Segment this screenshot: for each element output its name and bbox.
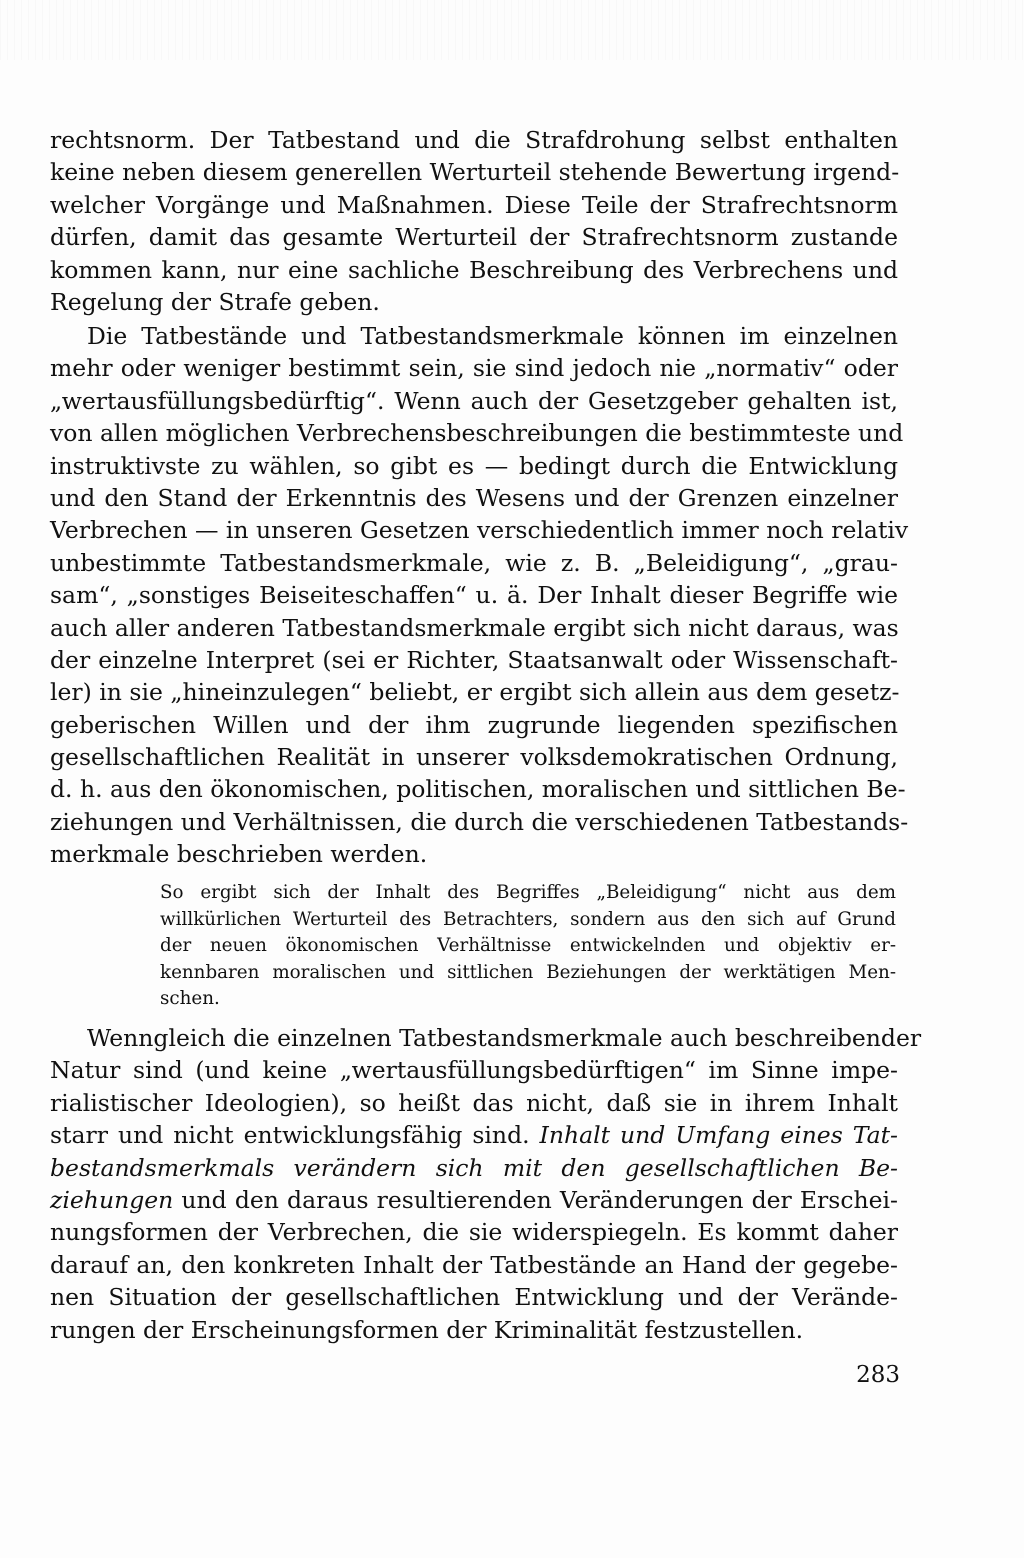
text-line: nungsformen der Verbrechen, die sie widerspiegeln. Es kommt daher xyxy=(50,1218,898,1247)
text-line: d. h. aus den ökonomischen, politischen, moralischen und sittlichen Be- xyxy=(50,775,906,804)
text-line: rialistischer Ideologien), so heißt das nicht, daß sie in ihrem Inhalt xyxy=(50,1088,898,1117)
text-line: sam“, „sonstiges Beiseiteschaffen“ u. ä. Der Inhalt dieser Begriffe wie xyxy=(50,581,898,610)
text-line: Wenngleich die einzelnen Tatbestandsmerkmale auch beschreibender xyxy=(87,1024,922,1052)
text-line: welcher Vorgänge und Maßnahmen. Diese Teile der Strafrechtsnorm xyxy=(50,190,898,219)
text-line: rechtsnorm. Der Tatbestand und die Strafdrohung selbst enthalten xyxy=(50,126,898,154)
paragraph-2 xyxy=(50,320,909,871)
text-line: unbestimmte Tatbestandsmerkmale, wie z. B. „Beleidigung“, „grau- xyxy=(50,548,898,577)
text-line: „wertausfüllungsbedürftig“. Wenn auch der Gesetzgeber gehalten ist, xyxy=(50,386,898,415)
text-line: Die Tatbestände und Tatbestandsmerkmale können im einzelnen xyxy=(87,322,898,350)
text-line: und den Stand der Erkenntnis des Wesens und der Grenzen einzelner xyxy=(50,483,898,512)
emphasis-text: Inhalt und Umfang eines Tat- xyxy=(539,1121,898,1150)
text-line xyxy=(50,1152,898,1184)
note-line: schen. xyxy=(160,988,220,1009)
text-line: rungen der Erscheinungsformen der Kriminalität festzustellen. xyxy=(50,1315,804,1344)
text-line: geberischen Willen und der ihm zugrunde liegenden spezifischen xyxy=(50,710,898,739)
scan-noise xyxy=(0,0,1024,60)
text-line: der einzelne Interpret (sei er Richter, Staatsanwalt oder Wissenschaft- xyxy=(50,645,898,674)
text-line xyxy=(50,1184,898,1216)
text-line: kommen kann, nur eine sachliche Beschreibung des Verbrechens und xyxy=(50,255,898,284)
paragraph-1 xyxy=(50,124,898,318)
text-line: dürfen, damit das gesamte Werturteil der Strafrechtsnorm zustande xyxy=(50,223,898,252)
text-line: nen Situation der gesellschaftlichen Entwicklung und der Verände- xyxy=(50,1283,898,1312)
text-line: darauf an, den konkreten Inhalt der Tatbestände an Hand der gegebe- xyxy=(50,1250,898,1279)
text-line: instruktivste zu wählen, so gibt es — bedingt durch die Entwicklung xyxy=(50,451,898,480)
text-fragment: starr und nicht entwicklungsfähig sind. xyxy=(50,1121,540,1150)
text-line: Natur sind (und keine „wertausfüllungsbedürftigen“ im Sinne impe- xyxy=(50,1056,898,1085)
emphasis-text: bestandsmerkmals verändern sich mit den gesellschaftlichen Be- xyxy=(50,1153,898,1182)
page-number: 283 xyxy=(856,1362,900,1388)
text-line: ziehungen und Verhältnissen, die durch die verschiedenen Tatbestands- xyxy=(50,807,909,836)
footnote-block xyxy=(160,880,896,1013)
emphasis-text: ziehungen xyxy=(50,1185,174,1214)
note-line: So ergibt sich der Inhalt des Begriffes „Beleidigung“ nicht aus dem xyxy=(160,882,896,903)
paragraph-3 xyxy=(50,1022,922,1346)
text-line: mehr oder weniger bestimmt sein, sie sind jedoch nie „normativ“ oder xyxy=(50,354,898,383)
text-line: gesellschaftlichen Realität in unserer volksdemokratischen Ordnung, xyxy=(50,743,898,772)
text-fragment: und den daraus resultierenden Veränderungen der Erschei- xyxy=(173,1185,898,1214)
text-line: Verbrechen — in unseren Gesetzen verschiedentlich immer noch relativ xyxy=(50,516,909,545)
text-line: von allen möglichen Verbrechensbeschreibungen die bestimmteste und xyxy=(50,419,904,448)
text-line: keine neben diesem generellen Werturteil stehende Bewertung irgend- xyxy=(50,158,900,187)
note-line: der neuen ökonomischen Verhältnisse entwickelnden und objektiv er- xyxy=(160,935,896,956)
note-line: kennbaren moralischen und sittlichen Beziehungen der werktätigen Men- xyxy=(160,961,896,983)
text-line xyxy=(50,1119,898,1151)
note-line: willkürlichen Werturteil des Betrachters, sondern aus den sich auf Grund xyxy=(160,908,896,930)
text-line: ler) in sie „hineinzulegen“ beliebt, er ergibt sich allein aus dem gesetz- xyxy=(50,678,900,707)
text-line: Regelung der Strafe geben. xyxy=(50,287,380,316)
text-line: merkmale beschrieben werden. xyxy=(50,840,428,869)
text-line: auch aller anderen Tatbestandsmerkmale ergibt sich nicht daraus, was xyxy=(50,613,899,642)
